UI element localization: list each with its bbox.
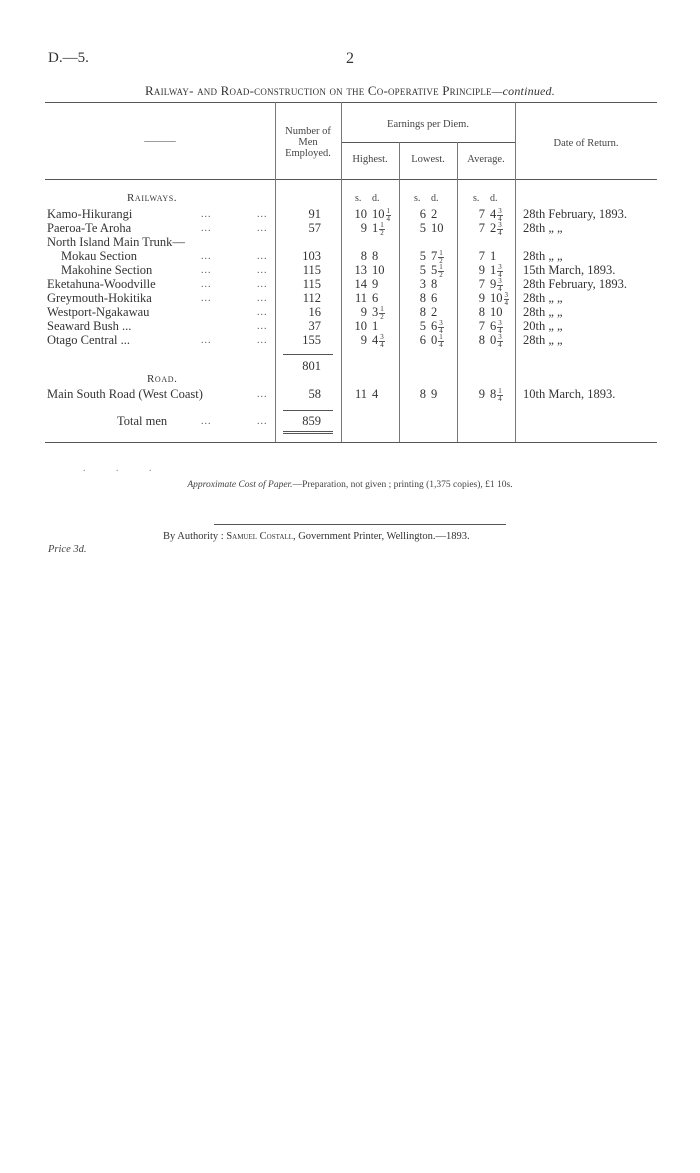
leader-dots: ... — [201, 265, 212, 276]
average-shillings: 7 — [478, 319, 485, 333]
fraction-numerator: 3 — [439, 318, 443, 327]
average-pence-whole: 6 — [490, 319, 497, 333]
fraction-denominator: 4 — [386, 214, 390, 223]
specks: . . . — [83, 463, 166, 474]
date-of-return-value: 28th „ „ — [523, 249, 563, 263]
lowest-shillings: 5 — [419, 221, 426, 235]
average-shillings: 7 — [478, 277, 485, 291]
highest-pence — [372, 319, 378, 334]
fraction-numerator: 3 — [380, 332, 384, 341]
lowest-pence — [431, 207, 437, 222]
average-pence-whole: 9 — [490, 277, 497, 291]
fraction-denominator: 4 — [498, 214, 502, 223]
page-title — [0, 83, 700, 99]
col-divider-2 — [341, 102, 342, 442]
fraction-numerator: 1 — [439, 248, 443, 257]
highest-pence — [372, 249, 378, 264]
fraction-denominator: 4 — [498, 270, 502, 279]
highest-shillings: 9 — [360, 333, 367, 347]
total-top-rule — [283, 410, 333, 411]
date-of-return-value: 10th March, 1893. — [523, 387, 616, 401]
total-value: 859 — [302, 414, 321, 428]
average-header: Average. — [467, 154, 505, 165]
lowest-pence — [431, 333, 444, 349]
total-men-label: Total men — [117, 414, 168, 428]
highest-pence-fraction — [379, 222, 385, 237]
men-employed-value: 57 — [308, 221, 321, 235]
leader-dots: ... — [201, 293, 212, 304]
fraction-numerator: 3 — [498, 332, 502, 341]
highest-shillings: 10 — [354, 319, 367, 333]
fraction-denominator: 4 — [498, 326, 502, 335]
total-dots-2: ... — [257, 416, 268, 427]
table-row-name: Mokau Section — [61, 249, 138, 263]
highest-shillings: 13 — [354, 263, 367, 277]
average-pence-whole: 1 — [490, 249, 497, 263]
col-divider-3 — [399, 142, 400, 442]
fraction-numerator: 1 — [380, 304, 384, 313]
highest-pence-whole: 9 — [372, 277, 379, 291]
men-employed-header: Number of Men Employed. — [285, 126, 331, 159]
lowest-shillings: 8 — [419, 291, 426, 305]
lowest-shillings: 8 — [419, 387, 426, 401]
page-id: D.—5. — [48, 50, 89, 66]
lowest-unit-d: d. — [431, 193, 439, 204]
lowest-pence-fraction — [438, 264, 444, 279]
lowest-pence-whole: 7 — [431, 249, 438, 263]
leader-dots: ... — [257, 223, 268, 234]
leader-dots: ... — [201, 335, 212, 346]
table-row-name: Eketahuna-Woodville — [47, 277, 156, 291]
highest-pence — [372, 333, 385, 349]
highest-pence-whole: 1 — [372, 221, 379, 235]
average-pence-fraction — [497, 222, 503, 237]
fraction-numerator: 3 — [498, 220, 502, 229]
lowest-pence-whole: 6 — [431, 319, 438, 333]
lowest-pence — [431, 387, 437, 402]
table-row-name: Otago Central ... — [47, 333, 130, 347]
col-divider-4 — [457, 142, 458, 442]
fraction-numerator: 3 — [498, 262, 502, 271]
lowest-header: Lowest. — [411, 154, 445, 165]
highest-pence — [372, 263, 385, 278]
earnings-header: Earnings per Diem. — [387, 119, 469, 130]
highest-pence-whole: 4 — [372, 333, 379, 347]
fraction-denominator: 2 — [439, 256, 443, 265]
fraction-numerator: 1 — [498, 386, 502, 395]
authority-prefix: By Authority : — [163, 531, 227, 542]
leader-dots: ... — [257, 293, 268, 304]
fraction-denominator: 4 — [439, 326, 443, 335]
highest-shillings: 14 — [354, 277, 367, 291]
highest-pence-whole: 3 — [372, 305, 379, 319]
title-main: Railway- and Road-construction on the Co-operative Principle — [145, 83, 492, 98]
table-row-name: Paeroa-Te Aroha — [47, 221, 132, 235]
fraction-numerator: 1 — [439, 262, 443, 271]
lowest-pence-fraction — [438, 334, 444, 349]
date-of-return-value: 15th March, 1893. — [523, 263, 616, 277]
fraction-numerator: 3 — [498, 206, 502, 215]
highest-pence-whole: 10 — [372, 207, 385, 221]
fraction-numerator: 3 — [498, 276, 502, 285]
average-pence-whole: 4 — [490, 207, 497, 221]
average-pence — [490, 249, 496, 264]
men-employed-value: 58 — [308, 387, 321, 401]
table-bottom-rule — [45, 442, 657, 443]
cost-label: Approximate Cost of Paper. — [187, 480, 293, 490]
men-employed-value: 115 — [302, 263, 321, 277]
highest-shillings: 10 — [354, 207, 367, 221]
average-pence — [490, 221, 503, 237]
authority-suffix: , Government Printer, Wellington.—1893. — [292, 531, 470, 542]
average-shillings: 8 — [478, 333, 485, 347]
highest-pence-whole: 4 — [372, 387, 379, 401]
date-of-return-value: 28th February, 1893. — [523, 277, 628, 291]
fraction-denominator: 4 — [498, 394, 502, 403]
average-shillings: 9 — [478, 291, 485, 305]
men-employed-value: 155 — [302, 333, 321, 347]
fraction-denominator: 2 — [439, 270, 443, 279]
header-bottom-rule — [45, 179, 657, 180]
average-shillings: 8 — [478, 305, 485, 319]
average-unit-d: d. — [490, 193, 498, 204]
road-section-label: Road. — [147, 373, 178, 385]
lowest-unit-s: s. — [414, 193, 421, 204]
highest-pence — [372, 277, 378, 292]
highest-unit-d: d. — [372, 193, 380, 204]
total-double-rule-1 — [283, 431, 333, 432]
authority-line — [163, 531, 470, 542]
fraction-numerator: 1 — [380, 220, 384, 229]
lowest-pence — [431, 305, 437, 320]
average-pence-whole: 2 — [490, 221, 497, 235]
average-pence-whole: 8 — [490, 387, 497, 401]
average-shillings: 9 — [478, 263, 485, 277]
highest-header: Highest. — [352, 154, 388, 165]
men-employed-value: 91 — [308, 207, 321, 221]
date-of-return-value: 28th „ „ — [523, 221, 563, 235]
date-of-return-value: 28th „ „ — [523, 305, 563, 319]
leader-dots: ... — [257, 251, 268, 262]
fraction-numerator: 3 — [498, 318, 502, 327]
highest-pence-fraction — [379, 306, 385, 321]
leader-dots: ... — [257, 279, 268, 290]
lowest-pence-whole: 0 — [431, 333, 438, 347]
highest-pence — [372, 387, 378, 402]
date-of-return-value: 28th „ „ — [523, 291, 563, 305]
earnings-header-rule — [341, 142, 515, 143]
highest-pence-fraction — [386, 208, 392, 223]
fraction-numerator: 1 — [386, 206, 390, 215]
highest-shillings: 11 — [354, 387, 367, 401]
highest-pence — [372, 221, 385, 237]
fraction-denominator: 2 — [380, 228, 384, 237]
average-pence — [490, 333, 503, 349]
lowest-pence-whole: 8 — [431, 277, 438, 291]
lowest-shillings: 5 — [419, 249, 426, 263]
col-divider-1 — [275, 102, 276, 442]
men-employed-value: 115 — [302, 277, 321, 291]
average-shillings: 7 — [478, 249, 485, 263]
average-pence — [490, 387, 503, 403]
lowest-pence — [431, 291, 437, 306]
average-shillings: 7 — [478, 221, 485, 235]
average-shillings: 7 — [478, 207, 485, 221]
authority-name: Samuel Costall — [226, 531, 293, 542]
highest-unit-s: s. — [355, 193, 362, 204]
highest-pence-whole: 8 — [372, 249, 379, 263]
leader-dots: ... — [257, 335, 268, 346]
lowest-shillings: 3 — [419, 277, 426, 291]
authority-rule — [214, 524, 506, 525]
table-row-name: Seaward Bush ... — [47, 319, 132, 333]
table-row-name: Westport-Ngakawau — [47, 305, 150, 319]
title-suffix: —continued. — [491, 84, 555, 98]
date-of-return-header: Date of Return. — [553, 138, 619, 149]
subtotal-rule — [283, 354, 333, 355]
average-pence-whole: 10 — [490, 291, 503, 305]
lowest-pence-whole: 2 — [431, 207, 438, 221]
highest-pence-fraction — [379, 334, 385, 349]
average-pence-whole: 10 — [490, 305, 503, 319]
fraction-denominator: 4 — [498, 340, 502, 349]
table-row-name: Main South Road (West Coast) — [47, 387, 203, 401]
average-pence-fraction — [497, 334, 503, 349]
highest-pence-whole: 6 — [372, 291, 379, 305]
lowest-shillings: 5 — [419, 263, 426, 277]
fraction-denominator: 4 — [498, 228, 502, 237]
fraction-numerator: 1 — [439, 332, 443, 341]
price: Price 3d. — [48, 544, 87, 555]
leader-dots: ... — [257, 307, 268, 318]
lowest-pence-whole: 2 — [431, 305, 438, 319]
railways-section-label: Railways. — [127, 192, 178, 204]
average-pence-fraction — [497, 388, 503, 403]
men-employed-value: 112 — [302, 291, 321, 305]
lowest-pence-whole: 9 — [431, 387, 438, 401]
average-pence-whole: 1 — [490, 263, 497, 277]
blank-header-dash: ——— — [144, 136, 176, 147]
leader-dots: ... — [257, 209, 268, 220]
lowest-pence — [431, 221, 444, 236]
average-pence-whole: 0 — [490, 333, 497, 347]
date-of-return-value: 20th „ „ — [523, 319, 563, 333]
col-divider-5 — [515, 102, 516, 442]
leader-dots: ... — [201, 209, 212, 220]
highest-shillings: 9 — [360, 305, 367, 319]
lowest-shillings: 6 — [419, 207, 426, 221]
subtotal-value: 801 — [302, 359, 321, 373]
average-pence-fraction — [504, 292, 510, 307]
table-top-rule — [45, 102, 657, 103]
highest-shillings: 9 — [360, 221, 367, 235]
highest-pence-whole: 1 — [372, 319, 379, 333]
fraction-denominator: 4 — [439, 340, 443, 349]
date-of-return-value: 28th February, 1893. — [523, 207, 628, 221]
table-row-name: North Island Main Trunk— — [47, 235, 185, 249]
table-row-name: Greymouth-Hokitika — [47, 291, 152, 305]
total-double-rule-2 — [283, 433, 333, 434]
leader-dots: ... — [257, 389, 268, 400]
highest-pence-whole: 10 — [372, 263, 385, 277]
men-employed-value: 16 — [308, 305, 321, 319]
lowest-pence-whole: 10 — [431, 221, 444, 235]
leader-dots: ... — [201, 223, 212, 234]
leader-dots: ... — [201, 279, 212, 290]
table-row-name: Kamo-Hikurangi — [47, 207, 133, 221]
lowest-shillings: 8 — [419, 305, 426, 319]
fraction-denominator: 2 — [380, 312, 384, 321]
page-number: 2 — [346, 50, 354, 67]
average-pence — [490, 305, 503, 320]
cost-text: —Preparation, not given ; printing (1,375 copies), £1 10s. — [292, 480, 513, 490]
date-of-return-value: 28th „ „ — [523, 333, 563, 347]
lowest-shillings: 5 — [419, 319, 426, 333]
highest-pence — [372, 291, 378, 306]
leader-dots: ... — [257, 321, 268, 332]
fraction-numerator: 3 — [504, 290, 508, 299]
highest-shillings: 11 — [354, 291, 367, 305]
cost-of-paper — [0, 480, 700, 490]
table-row-name: Makohine Section — [61, 263, 153, 277]
lowest-pence — [431, 277, 437, 292]
average-unit-s: s. — [473, 193, 480, 204]
lowest-pence-whole: 5 — [431, 263, 438, 277]
lowest-pence-whole: 6 — [431, 291, 438, 305]
highest-shillings: 8 — [360, 249, 367, 263]
men-employed-value: 37 — [308, 319, 321, 333]
lowest-shillings: 6 — [419, 333, 426, 347]
leader-dots: ... — [201, 251, 212, 262]
total-dots-1: ... — [201, 416, 212, 427]
average-shillings: 9 — [478, 387, 485, 401]
construction-table — [45, 102, 657, 445]
fraction-denominator: 4 — [504, 298, 508, 307]
fraction-denominator: 4 — [380, 340, 384, 349]
men-employed-value: 103 — [302, 249, 321, 263]
fraction-denominator: 4 — [498, 284, 502, 293]
leader-dots: ... — [257, 265, 268, 276]
